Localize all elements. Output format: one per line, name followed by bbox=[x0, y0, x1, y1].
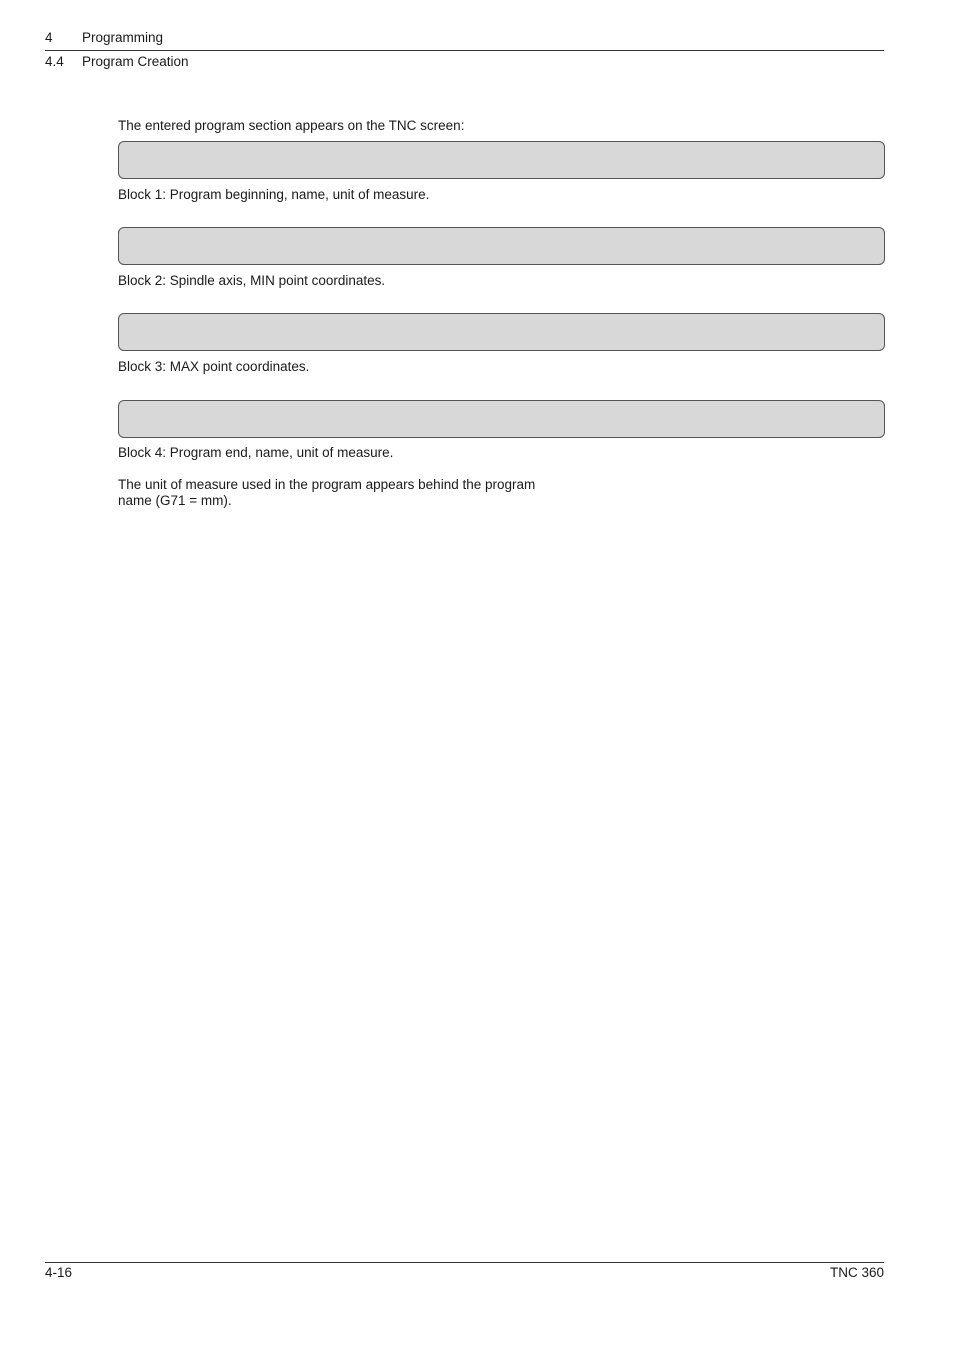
product-name: TNC 360 bbox=[829, 1265, 884, 1280]
block-3-caption: Block 3: MAX point coordinates. bbox=[118, 359, 310, 374]
block-1-screen-box bbox=[118, 141, 885, 179]
page-number: 4-16 bbox=[45, 1265, 73, 1280]
chapter-title: Programming bbox=[82, 30, 164, 45]
block-4-screen-box bbox=[118, 400, 885, 438]
footer-rule bbox=[45, 1262, 884, 1263]
block-2-caption: Block 2: Spindle axis, MIN point coordinates. bbox=[118, 273, 386, 288]
section-title: Program Creation bbox=[82, 54, 189, 69]
block-1-caption: Block 1: Program beginning, name, unit of measure. bbox=[118, 187, 430, 202]
unit-note-line-1: The unit of measure used in the program appears behind the program bbox=[118, 477, 536, 492]
unit-note-line-2: name (G71 = mm). bbox=[118, 493, 232, 508]
block-4-caption: Block 4: Program end, name, unit of measure. bbox=[118, 445, 394, 460]
chapter-number: 4 bbox=[45, 30, 53, 45]
block-2-screen-box bbox=[118, 227, 885, 265]
block-3-screen-box bbox=[118, 313, 885, 351]
header-rule bbox=[45, 50, 884, 51]
intro-text: The entered program section appears on the TNC screen: bbox=[118, 118, 465, 133]
section-number: 4.4 bbox=[45, 54, 64, 69]
